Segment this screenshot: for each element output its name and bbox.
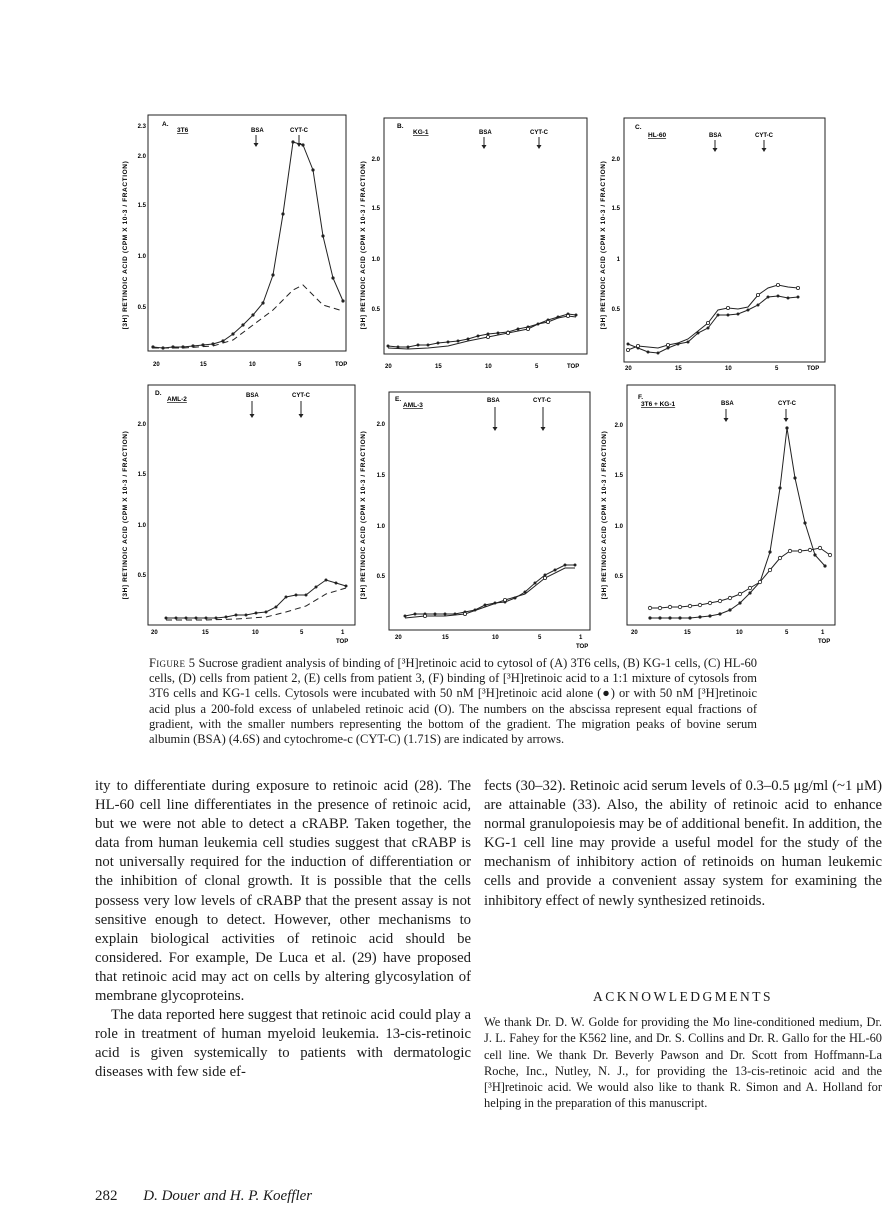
- bsa-arrowhead-icon: [493, 427, 498, 431]
- cytc-marker-label: CYT-C: [755, 133, 773, 139]
- panel-f-xtick: 15: [684, 630, 691, 636]
- page-footer: [95, 1188, 312, 1205]
- panel-f-ytick: 2.0: [614, 423, 623, 429]
- panel-a-xtick: 10: [249, 362, 256, 368]
- panel-d-xtick: 10: [252, 630, 259, 636]
- left-paragraph-2: The data reported here suggest that retinoic acid could play a role in treatment of human myeloid leukemia. 13-cis-retinoic acid is given systemically to patients with dermatologic diseases with few side ef-: [95, 1007, 471, 1081]
- cytc-arrowhead-icon: [537, 145, 542, 149]
- panel-a-ytick: 1.0: [137, 254, 146, 260]
- panel-e-xtick: 20: [395, 635, 402, 641]
- panel-e-y-label: [3H] RETINOIC ACID (CPM X 10-3 / FRACTION): [360, 430, 367, 600]
- right-column: [484, 777, 882, 911]
- panel-b-xtick: 10: [485, 364, 492, 370]
- panel-a-y-label: [3H] RETINOIC ACID (CPM X 10-3 / FRACTION): [122, 160, 129, 330]
- panel-a-ytick: 2.3: [137, 124, 146, 130]
- panel-d-plot: [115, 380, 355, 650]
- running-authors: D. Douer and H. P. Koeffler: [143, 1188, 313, 1204]
- bsa-arrowhead-icon: [482, 145, 487, 149]
- panel-f-xtick: 1: [821, 630, 825, 636]
- acknowledgments-heading: ACKNOWLEDGMENTS: [593, 989, 773, 1004]
- panel-e-ytick: 2.0: [376, 422, 385, 428]
- panel-c-ytick: 1.5: [611, 206, 620, 212]
- panel-c-xtick: 20: [625, 366, 632, 372]
- panel-c-xtick: 10: [725, 366, 732, 372]
- bsa-arrowhead-icon: [724, 418, 729, 422]
- panel-d-label: AML-2: [167, 396, 187, 403]
- panel-c-letter: C.: [635, 124, 642, 131]
- panel-a-xtick: TOP: [335, 362, 348, 368]
- panel-e-label: AML-3: [403, 402, 423, 409]
- panel-d-ytick: 1.5: [137, 472, 146, 478]
- panel-a-ytick: 1.5: [137, 203, 146, 209]
- panel-f-y-label: [3H] RETINOIC ACID (CPM X 10-3 / FRACTION): [601, 430, 608, 600]
- panel-b-xtick: 5: [535, 364, 539, 370]
- acknowledgments-text: We thank Dr. D. W. Golde for providing the Mo line-conditioned medium, Dr. J. L. Fahey for the K562 line, and Dr. S. Collins and Dr. R. Gallo for the HL-60 cell line. We thank Dr. Beverly Pawson and Dr. Scott from Hoffmann-La Roche, Inc., Nutley, N. J., for providing the 13-cis-retinoic acid and the [³H]retinoic acid. We would also like to thank R. Simon and A. Holland for helping in the preparation of this manuscript.: [484, 1015, 882, 1111]
- panel-d-xtick: 5: [300, 630, 304, 636]
- panel-b-ytick: 1.5: [371, 206, 380, 212]
- panel-a-xtick: 20: [153, 362, 160, 368]
- panel-c: [595, 110, 835, 375]
- panel-f-xtick: 10: [736, 630, 743, 636]
- cytc-arrowhead-icon: [784, 418, 789, 422]
- panel-a-xtick: 15: [200, 362, 207, 368]
- bsa-marker-label: BSA: [487, 398, 500, 404]
- panel-b-xtick: TOP: [567, 364, 580, 370]
- panel-a: [115, 110, 355, 375]
- panel-d: [115, 380, 355, 650]
- panel-e-ytick: 1.0: [376, 524, 385, 530]
- bsa-marker-label: BSA: [246, 393, 259, 399]
- panel-b-ytick: 1.0: [371, 257, 380, 263]
- panel-a-letter: A.: [162, 121, 169, 128]
- panel-b-label: KG-1: [413, 129, 429, 136]
- panel-d-letter: D.: [155, 390, 162, 397]
- panel-f-xtick: 5: [785, 630, 789, 636]
- panel-f-xsub: TOP: [818, 639, 831, 645]
- panel-d-xtick: 1: [341, 630, 345, 636]
- left-column: [95, 777, 471, 1083]
- panel-e-xtick: 15: [442, 635, 449, 641]
- bsa-marker-label: BSA: [479, 130, 492, 136]
- bsa-marker-label: BSA: [721, 401, 734, 407]
- panel-f: [595, 380, 835, 650]
- panel-d-ytick: 2.0: [137, 422, 146, 428]
- panel-e-xtick: 10: [492, 635, 499, 641]
- panel-e-xsub: TOP: [576, 644, 589, 650]
- panel-c-xtick: 5: [775, 366, 779, 372]
- bsa-arrowhead-icon: [254, 143, 259, 147]
- figure-caption: [149, 656, 757, 747]
- panel-b-letter: B.: [397, 123, 404, 130]
- bsa-marker-label: BSA: [251, 128, 264, 134]
- cytc-marker-label: CYT-C: [292, 393, 310, 399]
- right-paragraph-1: fects (30–32). Retinoic acid serum levels of 0.3–0.5 μg/ml (~1 μM) are attainable (33). Also, the ability of retinoic acid to enhance normal granulopoiesis may be of additional benefit. In addition, the KG-1 cell line may provide a useful model for the study of the mechanism of inhibitory action of retinoids on human leukemic cells and provide a convenient assay system for examining the inhibitory effect of newly synthesized retinoids.: [484, 778, 882, 909]
- panel-f-xtick: 20: [631, 630, 638, 636]
- panel-d-ytick: 0.5: [137, 573, 146, 579]
- panel-b-y-label: [3H] RETINOIC ACID (CPM X 10-3 / FRACTION): [360, 160, 367, 330]
- panel-d-ytick: 1.0: [137, 523, 146, 529]
- panel-c-ytick: 1: [616, 257, 620, 263]
- panel-a-label: 3T6: [177, 127, 189, 134]
- panel-f-plot: [595, 380, 835, 650]
- figure-label: Figure 5: [149, 656, 196, 670]
- panel-b-ytick: 0.5: [371, 307, 380, 313]
- panel-c-y-label: [3H] RETINOIC ACID (CPM X 10-3 / FRACTION): [600, 160, 607, 330]
- panel-c-ytick: 2.0: [611, 157, 620, 163]
- panel-c-ytick: 0.5: [611, 307, 620, 313]
- bsa-arrowhead-icon: [713, 148, 718, 152]
- cytc-arrowhead-icon: [762, 148, 767, 152]
- panel-a-ytick: 0.5: [137, 305, 146, 311]
- panel-e-letter: E.: [395, 396, 402, 403]
- panel-f-label: 3T6 + KG-1: [641, 401, 676, 408]
- panel-b-ytick: 2.0: [371, 157, 380, 163]
- panel-c-label: HL-60: [648, 132, 667, 139]
- cytc-arrowhead-icon: [299, 414, 304, 418]
- panel-c-xtick: TOP: [807, 366, 820, 372]
- panel-f-letter: F.: [638, 394, 644, 401]
- cytc-marker-label: CYT-C: [533, 398, 551, 404]
- panel-c-xtick: 15: [675, 366, 682, 372]
- panel-b-xtick: 20: [385, 364, 392, 370]
- panel-a-xtick: 5: [298, 362, 302, 368]
- cytc-arrowhead-icon: [541, 427, 546, 431]
- cytc-marker-label: CYT-C: [778, 401, 796, 407]
- panel-a-plot: [115, 110, 355, 375]
- cytc-marker-label: CYT-C: [290, 128, 308, 134]
- panel-f-ytick: 1.0: [614, 524, 623, 530]
- panel-e-xtick: 5: [538, 635, 542, 641]
- panel-f-ytick: 0.5: [614, 574, 623, 580]
- page-number: 282: [95, 1188, 118, 1204]
- panel-d-xsub: TOP: [336, 639, 349, 645]
- panel-e-ytick: 1.5: [376, 473, 385, 479]
- panel-d-xtick: 20: [151, 630, 158, 636]
- cytc-marker-label: CYT-C: [530, 130, 548, 136]
- panel-d-y-label: [3H] RETINOIC ACID (CPM X 10-3 / FRACTION): [122, 430, 129, 600]
- panel-b-plot: [355, 110, 595, 375]
- panel-a-ytick: 2.0: [137, 154, 146, 160]
- panel-c-plot: [595, 110, 835, 375]
- panel-e: [355, 380, 595, 650]
- panel-e-ytick: 0.5: [376, 574, 385, 580]
- panel-b: [355, 110, 595, 375]
- panel-e-xtick: 1: [579, 635, 583, 641]
- panel-f-ytick: 1.5: [614, 473, 623, 479]
- panel-b-xtick: 15: [435, 364, 442, 370]
- panel-d-xtick: 15: [202, 630, 209, 636]
- panel-e-plot: [355, 380, 595, 650]
- caption-text: Sucrose gradient analysis of binding of [³H]retinoic acid to cytosol of (A) 3T6 cells, (B) KG-1 cells, (C) HL-60 cells, (D) cells from patient 2, (E) cells from patient 3, (F) binding of [³H]retinoic acid to a 1:1 mixture of cytosols from 3T6 cells and KG-1 cells. Cytosols were incubated with 50 nM [³H]retinoic acid alone (●) or with 50 nM [³H]retinoic acid plus a 200-fold excess of unlabeled retinoic acid (O). The numbers on the abscissa represent equal fractions of gradient, with the smaller numbers representing the bottom of the gradient. The migration peaks of bovine serum albumin (BSA) (4.6S) and cytochrome-c (CYT-C) (1.71S) are indicated by arrows.: [149, 656, 757, 747]
- bsa-arrowhead-icon: [250, 414, 255, 418]
- bsa-marker-label: BSA: [709, 133, 722, 139]
- left-paragraph-1: ity to differentiate during exposure to retinoic acid (28). The HL-60 cell line differentiates in the presence of retinoic acid, but we were not able to detect a cRABP. Taken together, the data from human leukemia cell studies suggest that cRABP is not universally required for the induction of differentiation or the inhibition of clonal growth. It is possible that the cells possess very low levels of cRABP that the present assay is not sensitive enough to detect. However, other mechanisms to explain biological activities of retinoic acid should be considered. For example, De Luca et al. (29) have proposed that retinoic acid may act on cells by altering glycosylation of membrane glycoproteins.: [95, 778, 471, 1005]
